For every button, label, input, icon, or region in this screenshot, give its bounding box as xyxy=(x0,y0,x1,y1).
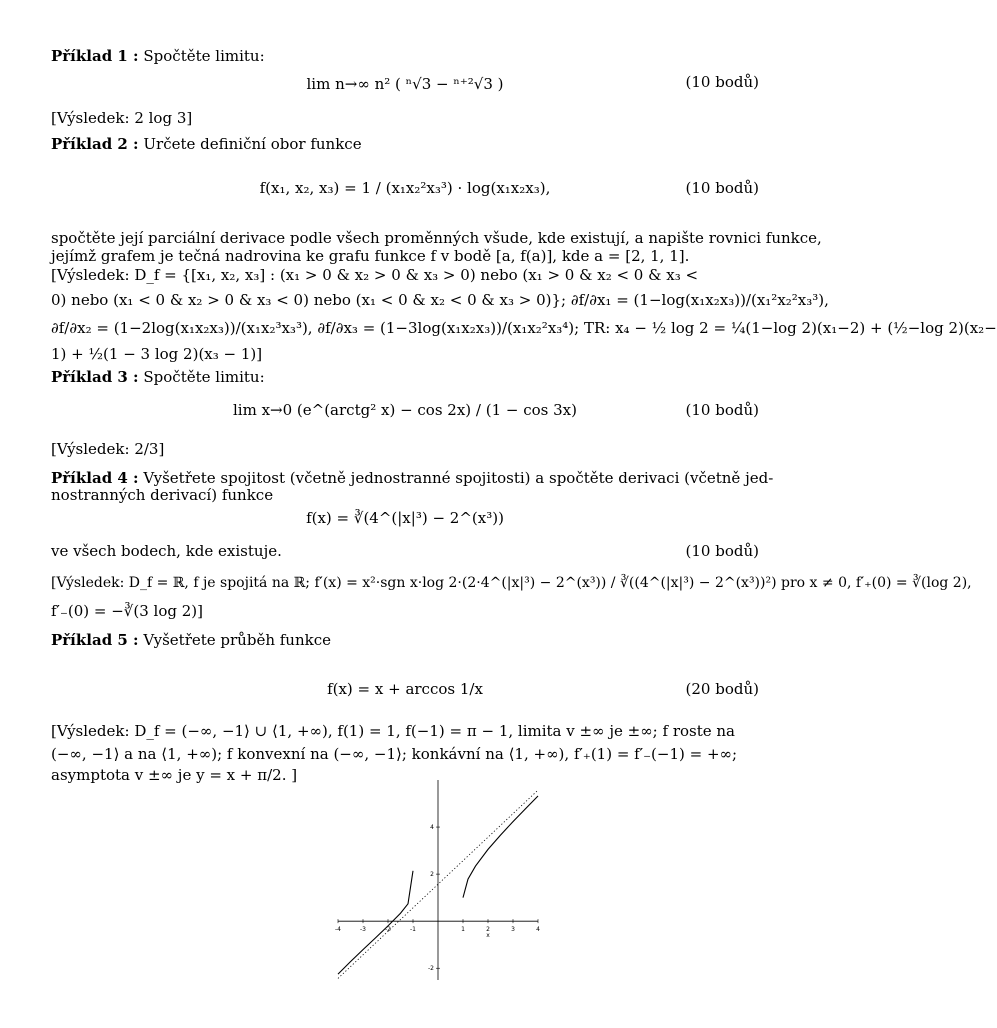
example-5-result-line-2: (−∞, −1⟩ a na ⟨1, +∞); f konvexní na (−∞, −1⟩; konkávní na ⟨1, +∞), f′₊(1) = f′₋(−1) = +∞; xyxy=(51,745,738,763)
example-1-heading xyxy=(51,47,265,65)
example-4-text: ve všech bodech, kde existuje. xyxy=(51,542,282,560)
y-tick-label: -2 xyxy=(428,965,434,973)
example-1-label: Příklad 1 : xyxy=(51,47,139,65)
example-3-label: Příklad 3 : xyxy=(51,368,139,386)
x-axis-label: x xyxy=(486,932,490,940)
example-3-formula: lim x→0 (e^(arctg² x) − cos 2x) / (1 − cos 3x) xyxy=(232,401,577,419)
example-3-points: (10 bodů) xyxy=(685,401,759,419)
example-2-result-line-3: ∂f/∂x₂ = (1−2log(x₁x₂x₃))/(x₁x₂³x₃³), ∂f/∂x₃ = (1−3log(x₁x₂x₃))/(x₁x₂²x₃⁴); TR: x₄ − ½ log 2 = ¼(1−log 2)(x₁−2) + (½−log 2)(x₂− xyxy=(51,319,997,337)
x-tick-label: 4 xyxy=(536,926,540,934)
x-tick-label: -2 xyxy=(385,926,391,934)
example-1-result: [Výsledek: 2 log 3] xyxy=(51,109,193,127)
example-2-result-line-2: 0) nebo (x₁ < 0 & x₂ > 0 & x₃ < 0) nebo (x₁ < 0 & x₂ < 0 & x₃ > 0)}; ∂f/∂x₁ = (1−log(x₁x₂x₃))/(x₁²x₂²x₃³), xyxy=(51,291,829,309)
example-4-label: Příklad 4 : xyxy=(51,469,139,487)
x-tick-label: 2 xyxy=(486,926,490,934)
example-5-points: (20 bodů) xyxy=(685,680,759,698)
example-4-formula: f(x) = ∛(4^(|x|³) − 2^(x³)) xyxy=(306,509,504,527)
example-1-task: Spočtěte limitu: xyxy=(143,47,265,65)
example-2-heading xyxy=(51,135,362,153)
example-2-text-line-2: jejímž grafem je tečná nadrovina ke grafu funkce f v bodě [a, f(a)], kde a = [2, 1, 1]. xyxy=(51,247,690,265)
example-5-label: Příklad 5 : xyxy=(51,631,139,649)
x-tick-label: -3 xyxy=(360,926,366,934)
example-4-heading xyxy=(51,469,774,487)
example-2-label: Příklad 2 : xyxy=(51,135,139,153)
graph-branch-2 xyxy=(463,796,538,898)
example-4-task-line-1: Vyšetřete spojitost (včetně jednostranné spojitosti) a spočtěte derivaci (včetně jed- xyxy=(143,469,774,487)
example-3-task: Spočtěte limitu: xyxy=(143,368,265,386)
example-2-formula: f(x₁, x₂, x₃) = 1 / (x₁x₂²x₃³) · log(x₁x₂x₃), xyxy=(259,179,551,197)
function-graph xyxy=(335,780,540,980)
example-3-heading xyxy=(51,368,265,386)
example-5-result-line-3: asymptota v ±∞ je y = x + π/2. ] xyxy=(51,766,298,784)
graph-branch-1 xyxy=(338,871,413,974)
y-tick-label: 2 xyxy=(430,871,434,879)
example-2-task: Určete definiční obor funkce xyxy=(143,135,362,153)
example-5-result-line-1: [Výsledek: D_f = (−∞, −1⟩ ∪ ⟨1, +∞), f(1) = 1, f(−1) = π − 1, limita v ±∞ je ±∞; f roste na xyxy=(51,722,736,740)
x-tick-label: -1 xyxy=(410,926,416,934)
example-2-points: (10 bodů) xyxy=(685,179,759,197)
x-tick-label: 3 xyxy=(511,926,515,934)
example-4-result-line-1: [Výsledek: D_f = ℝ, f je spojitá na ℝ; f′(x) = x²·sgn x·log 2·(2·4^(|x|³) − 2^(x³)) / ∛((4^(|x|³) − 2^(x³))²) pro x ≠ 0, f′₊(0) = ∛(log 2), xyxy=(51,575,972,591)
example-1-formula: lim n→∞ n² ( ⁿ√3 − ⁿ⁺²√3 ) xyxy=(306,75,504,93)
example-2-result-line-1: [Výsledek: D_f = {[x₁, x₂, x₃] : (x₁ > 0 & x₂ > 0 & x₃ > 0) nebo (x₁ > 0 & x₂ < 0 & x₃ < xyxy=(51,266,699,284)
example-4-task-line-2: nostranných derivací) funkce xyxy=(51,486,274,504)
example-5-heading xyxy=(51,631,331,649)
x-tick-label: -4 xyxy=(335,926,341,934)
y-tick-label: 4 xyxy=(430,824,434,832)
example-2-text-line-1: spočtěte její parciální derivace podle všech proměnných všude, kde existují, a napište rovnici funkce, xyxy=(51,229,822,247)
example-4-points: (10 bodů) xyxy=(685,542,759,560)
example-5-task: Vyšetřete průběh funkce xyxy=(143,631,331,649)
example-5-formula: f(x) = x + arccos 1/x xyxy=(327,680,483,698)
x-tick-label: 1 xyxy=(461,926,465,934)
example-3-result: [Výsledek: 2/3] xyxy=(51,440,165,458)
example-2-result-line-4: 1) + ½(1 − 3 log 2)(x₃ − 1)] xyxy=(51,345,263,363)
example-4-result-line-2: f′₋(0) = −∛(3 log 2)] xyxy=(51,602,203,620)
example-1-points: (10 bodů) xyxy=(685,73,759,91)
